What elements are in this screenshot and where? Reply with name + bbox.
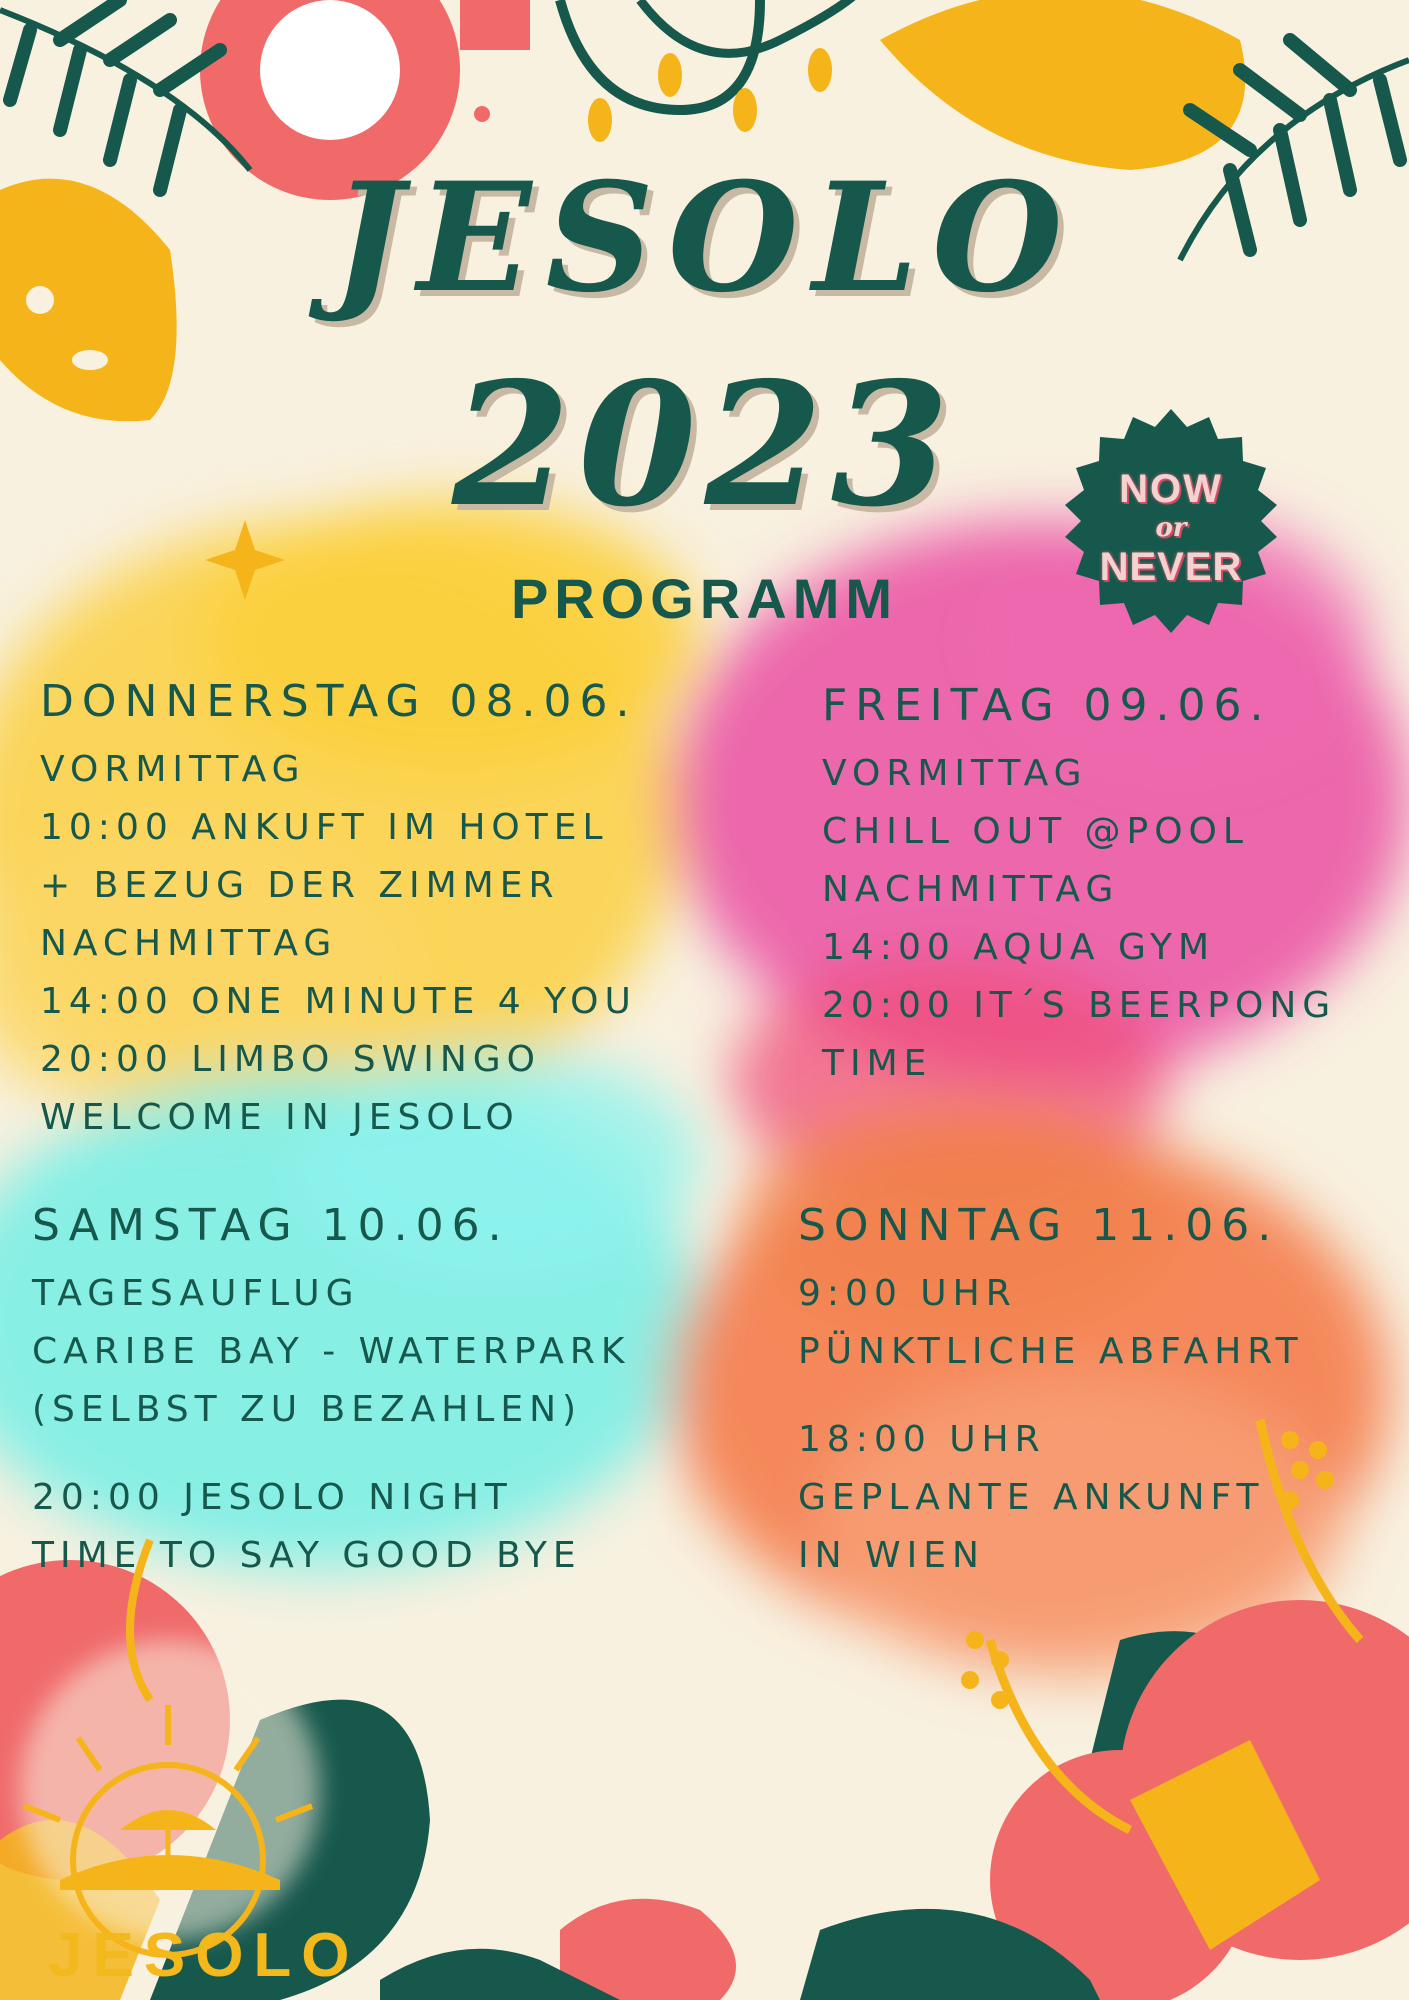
day-heading: SAMSTAG 10.06.: [32, 1200, 510, 1251]
schedule-line: VORMITTAG: [822, 753, 1088, 794]
schedule-line: IN WIEN: [798, 1535, 985, 1576]
poster-title: JESOLO: [332, 150, 1077, 326]
schedule-line: 9:00 UHR: [798, 1273, 1017, 1314]
day-heading: DONNERSTAG 08.06.: [40, 676, 638, 727]
schedule-line: GEPLANTE ANKUNFT: [798, 1477, 1265, 1518]
schedule-line: TAGESAUFLUG: [32, 1273, 360, 1314]
badge-line-1: NOW: [1119, 467, 1223, 511]
now-or-never-badge: [1055, 405, 1287, 637]
schedule-spacer: [32, 1439, 631, 1469]
schedule-line: TIME: [822, 1043, 933, 1084]
poster-year: 2023: [451, 345, 958, 545]
day-friday: [822, 680, 1336, 1093]
schedule-spacer: [798, 1381, 1304, 1411]
schedule-line: PÜNKTLICHE ABFAHRT: [798, 1331, 1304, 1372]
poster-subtitle: PROGRAMM: [510, 567, 899, 630]
schedule-line: TIME TO SAY GOOD BYE: [32, 1535, 582, 1576]
jesolo-logo-text: JESOLO: [48, 1921, 360, 1990]
day-thursday: [40, 676, 637, 1147]
schedule-line: NACHMITTAG: [822, 869, 1120, 910]
day-saturday: [32, 1200, 631, 1585]
badge-line-2: or: [1155, 513, 1187, 543]
badge-line-3: NEVER: [1099, 545, 1243, 589]
schedule-line: 14:00 ONE MINUTE 4 YOU: [40, 981, 637, 1022]
schedule-line: 20:00 IT´S BEERPONG: [822, 985, 1337, 1026]
schedule-line: 20:00 JESOLO NIGHT: [32, 1477, 513, 1518]
schedule-line: 10:00 ANKUFT IM HOTEL: [40, 807, 609, 848]
schedule-line: 14:00 AQUA GYM: [822, 927, 1216, 968]
schedule-line: 20:00 LIMBO SWINGO: [40, 1039, 541, 1080]
schedule-line: WELCOME IN JESOLO: [40, 1097, 520, 1138]
day-heading: FREITAG 09.06.: [822, 680, 1272, 731]
schedule-line: VORMITTAG: [40, 749, 306, 790]
day-heading: SONNTAG 11.06.: [798, 1200, 1280, 1251]
day-sunday: [798, 1200, 1304, 1585]
schedule-line: NACHMITTAG: [40, 923, 338, 964]
schedule-line: + BEZUG DER ZIMMER: [40, 865, 560, 906]
schedule-line: (SELBST ZU BEZAHLEN): [32, 1389, 583, 1430]
schedule-line: CARIBE BAY - WATERPARK: [32, 1331, 631, 1372]
schedule-line: CHILL OUT @POOL: [822, 811, 1249, 852]
schedule-line: 18:00 UHR: [798, 1419, 1046, 1460]
